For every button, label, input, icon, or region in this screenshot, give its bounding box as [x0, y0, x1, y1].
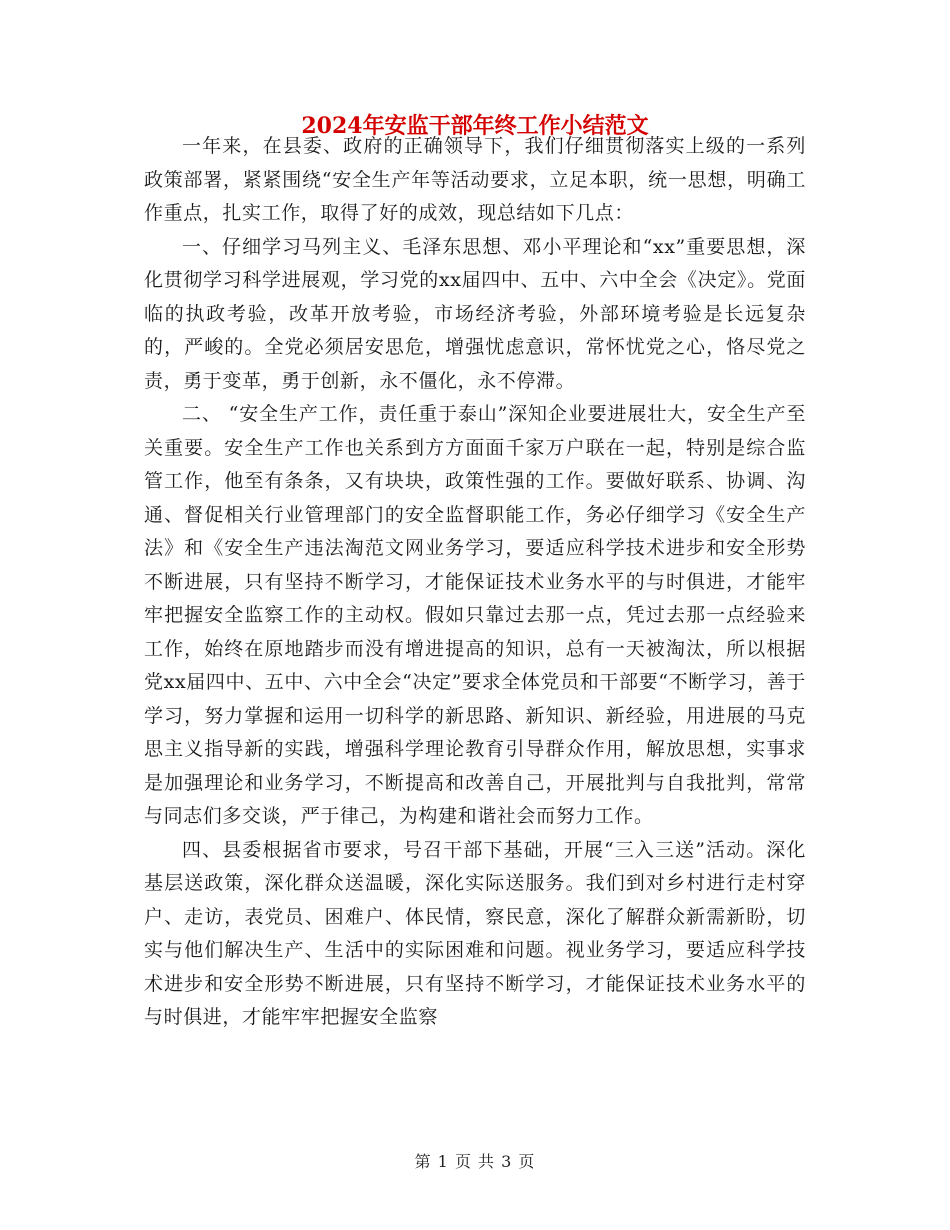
document-title: 2024年安监干部年终工作小结范文 — [301, 113, 649, 139]
paragraph-section-4: 四、县委根据省市要求，号召干部下基础，开展“三入三送”活动。深化基层送政策，深化群众送温暖，深化实际送服务。我们到对乡村进行走村穿户、走访，表党员、困难户、体民情，察民意，深化了解群众新需新盼，切实与他们解决生产、生活中的实际困难和问题。视业务学习，要适应科学技术进步和安全形势不断进展，只有坚持不断学习，才能保证技术业务水平的与时俱进，才能牢牢把握安全监察 — [144, 838, 806, 1028]
paragraph-section-2: 二、 “安全生产工作，责任重于泰山”深知企业要进展壮大，安全生产至关重要。安全生产工作也关系到方方面面千家万户联在一起，特别是综合监管工作，他至有条条，又有块块，政策性强的工作。要做好联系、协调、沟通、督促相关行业管理部门的安全监督职能工作，务必仔细学习《安全生产法》和《安全生产违法淘范文网业务学习，要适应科学技术进步和安全形势不断进展，只有坚持不断学习，才能保证技术业务水平的与时俱进，才能牢牢把握安全监察工作的主动权。假如只靠过去那一点，凭过去那一点经验来工作，始终在原地踏步而没有增进提高的知识，总有一天被淘汰，所以根据党xx届四中、五中、六中全会“决定”要求全体党员和干部要“不断学习，善于学习，努力掌握和运用一切科学的新思路、新知识、新经验，用进展的马克思主义指导新的实践，增强科学理论教育引导群众作用，解放思想，实事求是加强理论和业务学习，不断提高和改善自己，开展批判与自我批判，常常与同志们多交谈，严于律己，为构建和谐社会而努力工作。 — [144, 403, 806, 827]
document-body — [144, 130, 806, 1035]
paragraph-section-1: 一、仔细学习马列主义、毛泽东思想、邓小平理论和“xx”重要思想，深化贯彻学习科学进展观，学习党的xx届四中、五中、六中全会《决定》。党面临的执政考验，改革开放考验，市场经济考验，外部环境考验是长远复杂的，严峻的。全党必须居安思危，增强忧虑意识，常怀忧党之心，恪尽党之责，勇于变革，勇于创新，永不僵化，永不停滞。 — [144, 235, 806, 392]
page-number-footer: 第 1 页 共 3 页 — [414, 1152, 536, 1171]
paragraph-intro: 一年来，在县委、政府的正确领导下，我们仔细贯彻落实上级的一系列政策部署，紧紧围绕“安全生产年等活动要求，立足本职，统一思想，明确工作重点，扎实工作，取得了好的成效，现总结如下几点： — [144, 135, 806, 224]
